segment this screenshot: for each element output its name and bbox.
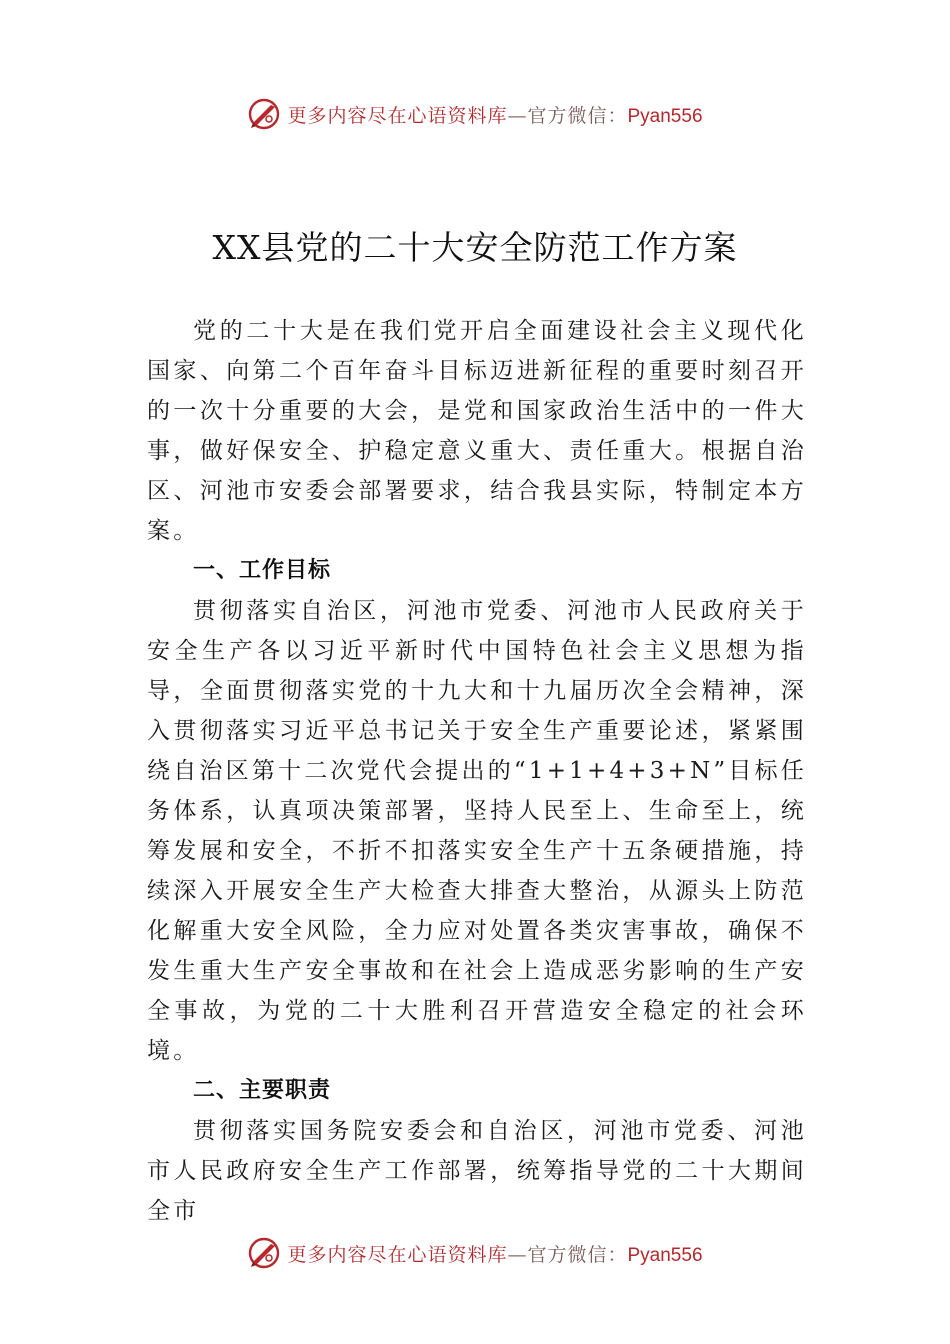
document-body: [147, 311, 807, 1231]
document-title: XX县党的二十大安全防范工作方案: [212, 228, 738, 267]
footer-watermark: [0, 1233, 950, 1273]
watermark-text: 更多内容尽在心语资料库—官方微信：Pyan556: [287, 1243, 703, 1266]
pen-logo-icon: [247, 1236, 281, 1270]
header-watermark: [0, 94, 950, 134]
pen-logo-icon: [247, 97, 281, 131]
watermark-text: 更多内容尽在心语资料库—官方微信：Pyan556: [287, 104, 703, 127]
duties-paragraph: 贯彻落实国务院安委会和自治区，河池市党委、河池市人民政府安全生产工作部署，统筹指导党的二十大期间全市: [147, 1118, 807, 1224]
section-heading-duties: 二、主要职责: [193, 1078, 332, 1103]
goals-paragraph: 贯彻落实自治区，河池市党委、河池市人民政府关于安全生产各以习近平新时代中国特色社会主义思想为指导，全面贯彻落实党的十九大和十九届历次全会精神，深入贯彻落实习近平总书记关于安全生产重要论述，紧紧围绕自治区第十二次党代会提出的“1+1+4+3+N”目标任务体系，认真项决策部署，坚持人民至上、生命至上，统筹发展和安全，不折不扣落实安全生产十五条硬措施，持续深入开展安全生产大检查大排查大整治，从源头上防范化解重大安全风险，全力应对处置各类灾害事故，确保不发生重大生产安全事故和在社会上造成恶劣影响的生产安全事故，为党的二十大胜利召开营造安全稳定的社会环境。: [147, 598, 807, 1064]
section-heading-goals: 一、工作目标: [193, 558, 332, 583]
intro-paragraph: 党的二十大是在我们党开启全面建设社会主义现代化国家、向第二个百年奋斗目标迈进新征程的重要时刻召开的一次十分重要的大会，是党和国家政治生活中的一件大事，做好保安全、护稳定意义重大、责任重大。根据自治区、河池市安委会部署要求，结合我县实际，特制定本方案。: [147, 318, 807, 544]
